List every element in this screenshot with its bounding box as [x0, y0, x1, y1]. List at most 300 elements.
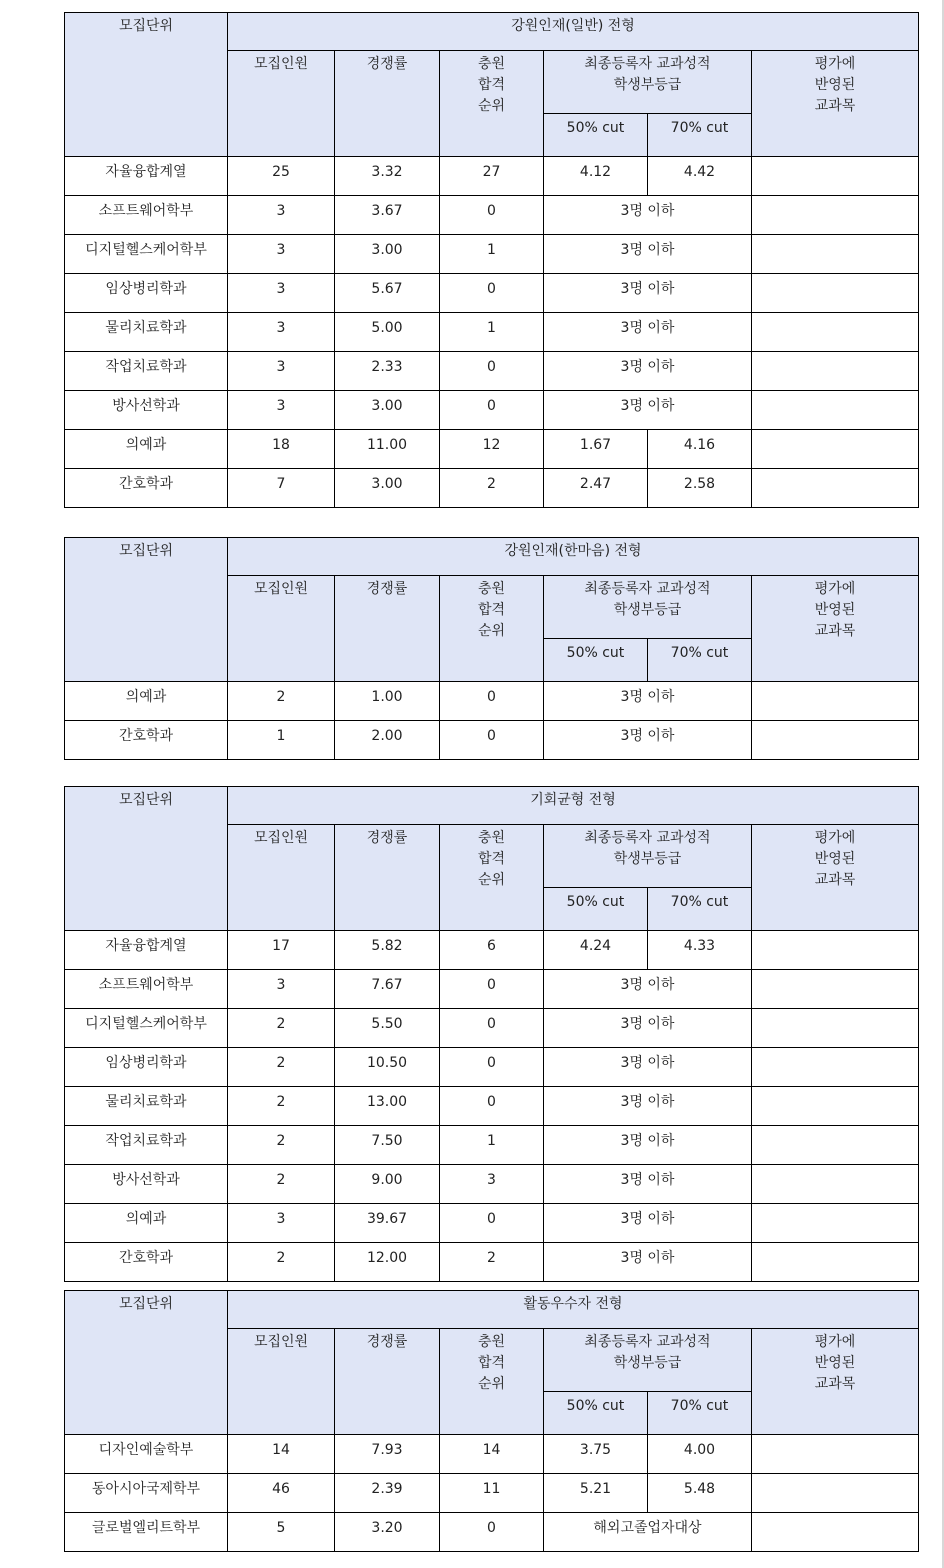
header-grade — [544, 576, 752, 639]
ratio-cell-text: 3.67 — [371, 202, 403, 219]
ratio-cell-text: 9.00 — [371, 1171, 403, 1188]
subjects-cell — [752, 1243, 919, 1282]
cut50-cell-text: 3.75 — [579, 1441, 612, 1458]
grade-note-cell-text: 3명 이하 — [620, 1054, 675, 1071]
rank-cell-text: 12 — [482, 436, 501, 453]
count-cell — [228, 1474, 335, 1513]
unit-cell-text: 글로벌엘리트학부 — [91, 1519, 201, 1536]
rank-cell — [440, 1165, 544, 1204]
header-count-text: 모집인원 — [253, 56, 309, 72]
count-cell — [228, 1513, 335, 1552]
unit-cell — [65, 430, 228, 469]
header-grade-text: 최종등록자 교과성적 학생부등급 — [584, 830, 711, 867]
header-cut50-text: 50% cut — [566, 120, 625, 136]
table-row — [65, 1435, 919, 1474]
ratio-cell-text: 7.50 — [371, 1132, 403, 1149]
header-count — [228, 51, 335, 157]
header-ratio — [335, 576, 440, 682]
count-cell-text: 2 — [276, 1054, 286, 1071]
ratio-cell — [335, 721, 440, 760]
ratio-cell — [335, 430, 440, 469]
grade-note-cell-text: 3명 이하 — [620, 1210, 675, 1227]
grade-note-cell-text: 3명 이하 — [620, 280, 675, 297]
admission-table — [64, 1290, 919, 1552]
grade-note-cell — [544, 235, 752, 274]
unit-cell-text: 방사선학과 — [112, 1171, 180, 1188]
unit-cell-text: 물리치료학과 — [105, 319, 187, 336]
count-cell — [228, 1243, 335, 1282]
count-cell — [228, 469, 335, 508]
grade-note-cell — [544, 1243, 752, 1282]
header-row — [65, 538, 919, 576]
grade-note-cell — [544, 721, 752, 760]
subjects-cell — [752, 721, 919, 760]
count-cell — [228, 1126, 335, 1165]
count-cell — [228, 682, 335, 721]
cut70-cell-text: 4.33 — [683, 937, 716, 954]
cut70-cell-text: 2.58 — [683, 475, 716, 492]
subjects-cell — [752, 970, 919, 1009]
count-cell — [228, 274, 335, 313]
table-row — [65, 1474, 919, 1513]
unit-cell — [65, 931, 228, 970]
cut50-cell — [544, 430, 648, 469]
track-title — [228, 787, 919, 825]
header-rank-text: 충원 합격 순위 — [477, 56, 506, 114]
cut50-cell — [544, 931, 648, 970]
ratio-cell-text: 2.39 — [371, 1480, 403, 1497]
rank-cell-text: 0 — [487, 1519, 496, 1536]
header-grade-text: 최종등록자 교과성적 학생부등급 — [584, 581, 711, 618]
header-unit-text: 모집단위 — [118, 18, 174, 34]
cut50-cell-text: 4.12 — [579, 163, 612, 180]
count-cell-text: 1 — [276, 727, 286, 744]
header-grade-text: 최종등록자 교과성적 학생부등급 — [584, 56, 711, 93]
unit-cell-text: 의예과 — [125, 1210, 167, 1227]
rank-cell-text: 1 — [487, 241, 496, 258]
grade-note-cell — [544, 1087, 752, 1126]
track-title-text: 활동우수자 전형 — [523, 1296, 623, 1312]
grade-note-cell-text: 3명 이하 — [620, 1015, 675, 1032]
ratio-cell — [335, 1435, 440, 1474]
unit-cell — [65, 970, 228, 1009]
count-cell-text: 3 — [276, 202, 286, 219]
header-cut70 — [648, 114, 752, 157]
subjects-cell — [752, 313, 919, 352]
unit-cell — [65, 1474, 228, 1513]
table-row — [65, 274, 919, 313]
cut50-cell — [544, 1474, 648, 1513]
unit-cell-text: 의예과 — [125, 436, 167, 453]
rank-cell — [440, 274, 544, 313]
count-cell-text: 3 — [276, 319, 286, 336]
header-cut50-text: 50% cut — [566, 1398, 625, 1414]
header-subjects-text: 평가에 반영된 교과목 — [814, 581, 856, 639]
subjects-cell — [752, 1165, 919, 1204]
count-cell — [228, 1435, 335, 1474]
ratio-cell-text: 3.32 — [371, 163, 403, 180]
ratio-cell-text: 3.20 — [371, 1519, 403, 1536]
unit-cell-text: 간호학과 — [118, 1249, 174, 1266]
header-ratio-text: 경쟁률 — [366, 1334, 408, 1350]
header-unit — [65, 13, 228, 157]
grade-note-cell-text: 3명 이하 — [620, 688, 675, 705]
rank-cell-text: 0 — [487, 727, 496, 744]
table-row — [65, 157, 919, 196]
header-count-text: 모집인원 — [253, 1334, 309, 1350]
ratio-cell-text: 7.67 — [371, 976, 403, 993]
subjects-cell — [752, 196, 919, 235]
admission-table — [64, 12, 919, 508]
header-row — [65, 13, 919, 51]
subjects-cell — [752, 931, 919, 970]
subjects-cell — [752, 157, 919, 196]
subjects-cell — [752, 1204, 919, 1243]
header-count — [228, 1329, 335, 1435]
unit-cell-text: 디지털헬스케어학부 — [85, 241, 207, 258]
rank-cell — [440, 1243, 544, 1282]
ratio-cell-text: 13.00 — [366, 1093, 408, 1110]
cut50-cell — [544, 157, 648, 196]
unit-cell-text: 의예과 — [125, 688, 167, 705]
ratio-cell — [335, 1243, 440, 1282]
subjects-cell — [752, 469, 919, 508]
ratio-cell — [335, 274, 440, 313]
table-row — [65, 430, 919, 469]
unit-cell — [65, 682, 228, 721]
count-cell — [228, 157, 335, 196]
table-row — [65, 235, 919, 274]
rank-cell — [440, 682, 544, 721]
ratio-cell — [335, 970, 440, 1009]
header-rank — [440, 51, 544, 157]
grade-note-cell — [544, 391, 752, 430]
table-row — [65, 352, 919, 391]
unit-cell — [65, 391, 228, 430]
header-ratio-text: 경쟁률 — [366, 56, 408, 72]
ratio-cell-text: 5.50 — [371, 1015, 403, 1032]
rank-cell-text: 2 — [487, 1249, 496, 1266]
rank-cell-text: 11 — [482, 1480, 501, 1497]
header-subjects — [752, 51, 919, 157]
ratio-cell — [335, 1474, 440, 1513]
cut70-cell-text: 4.16 — [683, 436, 716, 453]
rank-cell — [440, 1435, 544, 1474]
table-row — [65, 196, 919, 235]
header-subjects-text: 평가에 반영된 교과목 — [814, 830, 856, 888]
header-row — [65, 787, 919, 825]
unit-cell-text: 물리치료학과 — [105, 1093, 187, 1110]
count-cell — [228, 721, 335, 760]
cut70-cell — [648, 469, 752, 508]
rank-cell-text: 0 — [487, 1093, 496, 1110]
unit-cell — [65, 1126, 228, 1165]
cut70-cell — [648, 157, 752, 196]
cut50-cell — [544, 1435, 648, 1474]
unit-cell — [65, 1435, 228, 1474]
ratio-cell-text: 3.00 — [371, 397, 403, 414]
rank-cell — [440, 313, 544, 352]
cut70-cell-text: 4.42 — [683, 163, 716, 180]
cut70-cell-text: 4.00 — [683, 1441, 716, 1458]
unit-cell — [65, 157, 228, 196]
ratio-cell-text: 3.00 — [371, 241, 403, 258]
ratio-cell — [335, 931, 440, 970]
unit-cell-text: 디자인예술학부 — [98, 1441, 194, 1458]
header-subjects — [752, 825, 919, 931]
subjects-cell — [752, 1048, 919, 1087]
table-row — [65, 1126, 919, 1165]
cut50-cell — [544, 469, 648, 508]
track-title-text: 강원인재(일반) 전형 — [511, 18, 635, 34]
ratio-cell-text: 3.00 — [371, 475, 403, 492]
rank-cell — [440, 721, 544, 760]
grade-note-cell — [544, 1513, 752, 1552]
unit-cell — [65, 721, 228, 760]
header-count-text: 모집인원 — [253, 581, 309, 597]
header-cut50 — [544, 639, 648, 682]
unit-cell — [65, 196, 228, 235]
header-cut70-text: 70% cut — [670, 645, 729, 661]
table-row — [65, 469, 919, 508]
unit-cell — [65, 313, 228, 352]
admission-table — [64, 786, 919, 1282]
rank-cell-text: 0 — [487, 202, 496, 219]
count-cell — [228, 1165, 335, 1204]
rank-cell — [440, 352, 544, 391]
unit-cell — [65, 1009, 228, 1048]
count-cell-text: 2 — [276, 1132, 286, 1149]
unit-cell-text: 간호학과 — [118, 727, 174, 744]
ratio-cell-text: 2.00 — [371, 727, 403, 744]
table-row — [65, 682, 919, 721]
rank-cell — [440, 469, 544, 508]
header-cut50-text: 50% cut — [566, 645, 625, 661]
header-unit — [65, 538, 228, 682]
subjects-cell — [752, 274, 919, 313]
ratio-cell-text: 5.00 — [371, 319, 403, 336]
ratio-cell — [335, 1204, 440, 1243]
unit-cell-text: 임상병리학과 — [105, 280, 187, 297]
grade-note-cell-text: 해외고졸업자대상 — [593, 1519, 702, 1536]
ratio-cell-text: 1.00 — [371, 688, 403, 705]
grade-note-cell-text: 3명 이하 — [620, 1093, 675, 1110]
ratio-cell — [335, 235, 440, 274]
subjects-cell — [752, 1435, 919, 1474]
ratio-cell — [335, 682, 440, 721]
rank-cell — [440, 1474, 544, 1513]
count-cell-text: 25 — [272, 163, 290, 180]
track-title — [228, 13, 919, 51]
grade-note-cell — [544, 352, 752, 391]
unit-cell-text: 자율융합계열 — [105, 163, 187, 180]
grade-note-cell — [544, 1126, 752, 1165]
unit-cell — [65, 469, 228, 508]
header-ratio — [335, 51, 440, 157]
count-cell — [228, 235, 335, 274]
rank-cell-text: 0 — [487, 976, 496, 993]
grade-note-cell — [544, 1009, 752, 1048]
unit-cell-text: 소프트웨어학부 — [98, 202, 194, 219]
unit-cell-text: 작업치료학과 — [105, 358, 187, 375]
table-row — [65, 1165, 919, 1204]
rank-cell-text: 1 — [487, 319, 496, 336]
unit-cell — [65, 274, 228, 313]
grade-note-cell — [544, 682, 752, 721]
header-count — [228, 825, 335, 931]
cut70-cell — [648, 931, 752, 970]
header-count-text: 모집인원 — [253, 830, 309, 846]
rank-cell-text: 0 — [487, 397, 496, 414]
unit-cell-text: 자율융합계열 — [105, 937, 187, 954]
grade-note-cell — [544, 1165, 752, 1204]
table-row — [65, 931, 919, 970]
subjects-cell — [752, 1474, 919, 1513]
header-cut70-text: 70% cut — [670, 894, 729, 910]
cut70-cell — [648, 1435, 752, 1474]
rank-cell-text: 3 — [487, 1171, 496, 1188]
ratio-cell — [335, 313, 440, 352]
count-cell — [228, 1087, 335, 1126]
track-title-text: 강원인재(한마음) 전형 — [504, 543, 642, 559]
grade-note-cell-text: 3명 이하 — [620, 397, 675, 414]
subjects-cell — [752, 430, 919, 469]
grade-note-cell-text: 3명 이하 — [620, 727, 675, 744]
header-rank — [440, 576, 544, 682]
ratio-cell — [335, 1009, 440, 1048]
track-title — [228, 538, 919, 576]
subjects-cell — [752, 352, 919, 391]
unit-cell-text: 소프트웨어학부 — [98, 976, 194, 993]
subjects-cell — [752, 1513, 919, 1552]
grade-note-cell-text: 3명 이하 — [620, 976, 675, 993]
rank-cell — [440, 931, 544, 970]
header-cut70 — [648, 888, 752, 931]
unit-cell-text: 작업치료학과 — [105, 1132, 187, 1149]
header-unit-text: 모집단위 — [118, 543, 174, 559]
ratio-cell — [335, 1048, 440, 1087]
cut70-cell-text: 5.48 — [683, 1480, 716, 1497]
ratio-cell-text: 2.33 — [371, 358, 403, 375]
count-cell-text: 17 — [272, 937, 290, 954]
ratio-cell-text: 12.00 — [366, 1249, 408, 1266]
admission-table — [64, 537, 919, 760]
grade-note-cell-text: 3명 이하 — [620, 1132, 675, 1149]
header-unit-text: 모집단위 — [118, 792, 174, 808]
rank-cell — [440, 196, 544, 235]
unit-cell — [65, 352, 228, 391]
ratio-cell — [335, 469, 440, 508]
subjects-cell — [752, 391, 919, 430]
ratio-cell-text: 10.50 — [366, 1054, 408, 1071]
header-unit — [65, 1291, 228, 1435]
subjects-cell — [752, 1087, 919, 1126]
count-cell-text: 5 — [276, 1519, 286, 1536]
rank-cell-text: 0 — [487, 280, 496, 297]
header-grade — [544, 51, 752, 114]
unit-cell — [65, 1087, 228, 1126]
header-ratio-text: 경쟁률 — [366, 581, 408, 597]
rank-cell — [440, 157, 544, 196]
rank-cell — [440, 1009, 544, 1048]
rank-cell-text: 0 — [487, 358, 496, 375]
track-title-text: 기회균형 전형 — [530, 792, 616, 808]
ratio-cell — [335, 352, 440, 391]
cut70-cell — [648, 430, 752, 469]
rank-cell-text: 27 — [482, 163, 501, 180]
header-rank-text: 충원 합격 순위 — [477, 830, 506, 888]
grade-note-cell — [544, 313, 752, 352]
ratio-cell — [335, 1165, 440, 1204]
ratio-cell — [335, 196, 440, 235]
ratio-cell-text: 5.67 — [371, 280, 403, 297]
header-cut50 — [544, 1392, 648, 1435]
unit-cell — [65, 1048, 228, 1087]
table-row — [65, 1087, 919, 1126]
count-cell — [228, 391, 335, 430]
ratio-cell — [335, 1513, 440, 1552]
unit-cell — [65, 1513, 228, 1552]
grade-note-cell-text: 3명 이하 — [620, 319, 675, 336]
header-grade-text: 최종등록자 교과성적 학생부등급 — [584, 1334, 711, 1371]
table-row — [65, 313, 919, 352]
rank-cell-text: 1 — [487, 1132, 496, 1149]
grade-note-cell-text: 3명 이하 — [620, 241, 675, 258]
grade-note-cell-text: 3명 이하 — [620, 358, 675, 375]
cut70-cell — [648, 1474, 752, 1513]
header-ratio — [335, 1329, 440, 1435]
header-cut50 — [544, 114, 648, 157]
count-cell — [228, 1204, 335, 1243]
header-cut50 — [544, 888, 648, 931]
header-subjects-text: 평가에 반영된 교과목 — [814, 56, 856, 114]
subjects-cell — [752, 682, 919, 721]
table-row — [65, 1513, 919, 1552]
rank-cell — [440, 1126, 544, 1165]
ratio-cell-text: 11.00 — [366, 436, 408, 453]
rank-cell-text: 0 — [487, 1015, 496, 1032]
ratio-cell — [335, 391, 440, 430]
rank-cell — [440, 391, 544, 430]
table-row — [65, 391, 919, 430]
count-cell — [228, 352, 335, 391]
header-row — [65, 1291, 919, 1329]
cut50-cell-text: 1.67 — [579, 436, 612, 453]
count-cell — [228, 931, 335, 970]
grade-note-cell-text: 3명 이하 — [620, 1171, 675, 1188]
rank-cell — [440, 1513, 544, 1552]
count-cell — [228, 313, 335, 352]
unit-cell — [65, 1165, 228, 1204]
rank-cell-text: 6 — [487, 937, 496, 954]
rank-cell-text: 14 — [482, 1441, 501, 1458]
rank-cell-text: 0 — [487, 688, 496, 705]
count-cell-text: 3 — [276, 976, 286, 993]
rank-cell-text: 0 — [487, 1210, 496, 1227]
ratio-cell — [335, 157, 440, 196]
header-cut70 — [648, 1392, 752, 1435]
table-row — [65, 1048, 919, 1087]
subjects-cell — [752, 235, 919, 274]
table-row — [65, 1243, 919, 1282]
rank-cell-text: 0 — [487, 1054, 496, 1071]
count-cell — [228, 970, 335, 1009]
grade-note-cell-text: 3명 이하 — [620, 202, 675, 219]
rank-cell — [440, 235, 544, 274]
header-rank-text: 충원 합격 순위 — [477, 581, 506, 639]
ratio-cell-text: 7.93 — [371, 1441, 403, 1458]
unit-cell — [65, 1204, 228, 1243]
